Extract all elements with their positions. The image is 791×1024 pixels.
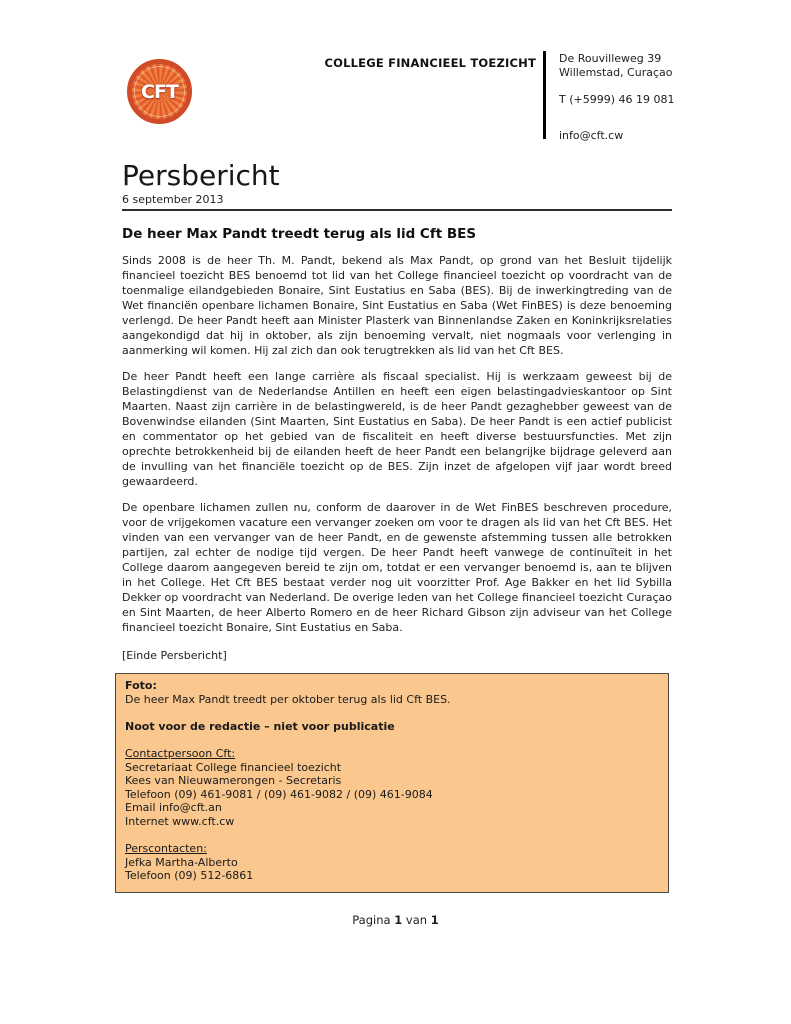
- cft-logo-icon: [127, 59, 192, 124]
- document-date: 6 september 2013: [122, 193, 224, 206]
- press-contacts-heading: Perscontacten:: [125, 842, 207, 856]
- page-footer: [0, 913, 791, 927]
- contact-heading: Contactpersoon Cft:: [125, 746, 236, 760]
- contact-line: Email info@cft.an: [125, 801, 222, 815]
- contact-line: Internet www.cft.cw: [125, 814, 235, 828]
- footer-total-pages: 1: [430, 913, 439, 927]
- logo-text: CFT: [141, 80, 178, 103]
- end-of-release-note: [Einde Persbericht]: [122, 649, 227, 662]
- headline: De heer Max Pandt treedt terug als lid Cft BES: [122, 226, 477, 242]
- foto-label: Foto:: [125, 679, 157, 692]
- page-title: Persbericht: [122, 159, 280, 192]
- organization-name: COLLEGE FINANCIEEL TOEZICHT: [324, 56, 536, 70]
- footer-separator: van: [405, 913, 428, 927]
- redaction-note-heading: Noot voor de redactie – niet voor publicatie: [125, 719, 395, 733]
- paragraph: Sinds 2008 is de heer Th. M. Pandt, bekend als Max Pandt, op grond van het Besluit tijdelijk financieel toezicht BES benoemd tot lid van het College financieel toezicht op voordracht van de toenmalige eilandgebieden Bonaire, Sint Eustatius en Saba (BES). Bij de inwerkingtreding van de Wet financiën openbare lichamen Bonaire, Sint Eustatius en Saba (Wet FinBES) is deze benoeming verlengd. De heer Pandt heeft aan Minister Plasterk van Binnenlandse Zaken en Koninkrijksrelaties aangekondigd dat hij in oktober, als zijn benoeming vervalt, niet nogmaals voor verlenging in aanmerking wil komen. Hij zal zich dan ook terugtrekken als lid van het Cft BES.: [122, 254, 672, 357]
- header-address-block: [559, 52, 675, 143]
- paragraph: De openbare lichamen zullen nu, conform de daarover in de Wet FinBES beschreven procedure, voor de vrijgekomen vacature een vervanger zoeken om voor te dragen als lid van het Cft BES. Het vinden van een vervanger van de heer Pandt, en de gewenste afstemming tussen alle betrokken partijen, zal echter de nodige tijd vergen. De heer Pandt heeft vanwege de continuïteit in het College daarom aangegeven bereid te zijn om, totdat er een vervanger benoemd is, aan te blijven in het College. Het Cft BES bestaat verder nog uit voorzitter Prof. Age Bakker en het lid Sybilla Dekker op voordracht van Nederland. De overige leden van het College financieel toezicht Curaçao en Sint Maarten, de heer Alberto Romero en de heer Richard Gibson zijn adviseur van het College financieel toezicht Bonaire, Sint Eustatius en Saba.: [122, 501, 672, 634]
- press-contact-line: Telefoon (09) 512-6861: [125, 869, 254, 883]
- document-body: [122, 160, 672, 893]
- contact-line: Kees van Nieuwamerongen - Secretaris: [125, 774, 342, 788]
- footer-prefix: Pagina: [352, 913, 391, 927]
- press-contact-line: Jefka Martha-Alberto: [125, 855, 238, 869]
- title-rule: [122, 209, 672, 211]
- foto-caption: De heer Max Pandt treedt per oktober terug als lid Cft BES.: [125, 692, 451, 706]
- header-divider: [543, 51, 546, 139]
- address-line-1: De Rouvilleweg 39: [559, 52, 662, 65]
- paragraph: De heer Pandt heeft een lange carrière als fiscaal specialist. Hij is werkzaam geweest bij de Belastingdienst van de Nederlandse Antillen en heeft een eigen belastingadvieskantoor op Sint Maarten. Naast zijn carrière in de belastingwereld, is de heer Pandt gezaghebber geweest van de Bovenwindse eilanden (Sint Maarten, Sint Eustatius en Saba). De heer Pandt is een actief publicist en commentator op het gebied van de fiscaliteit en heeft diverse bestuursfuncties. Met zijn oprechte betrokkenheid bij de eilanden heeft de heer Pandt een belangrijke bijdrage geleverd aan de invulling van het financiële toezicht op de BES. Zijn inzet de afgelopen vijf jaar wordt breed gewaardeerd.: [122, 370, 672, 488]
- contact-line: Secretariaat College financieel toezicht: [125, 760, 342, 774]
- email-address: info@cft.cw: [559, 129, 624, 142]
- footer-page-number: 1: [394, 913, 403, 927]
- editor-note-box: [115, 673, 669, 893]
- phone-number: T (+5999) 46 19 081: [559, 93, 675, 106]
- contact-line: Telefoon (09) 461-9081 / (09) 461-9082 / (09) 461-9084: [125, 787, 433, 801]
- address-line-2: Willemstad, Curaçao: [559, 66, 673, 79]
